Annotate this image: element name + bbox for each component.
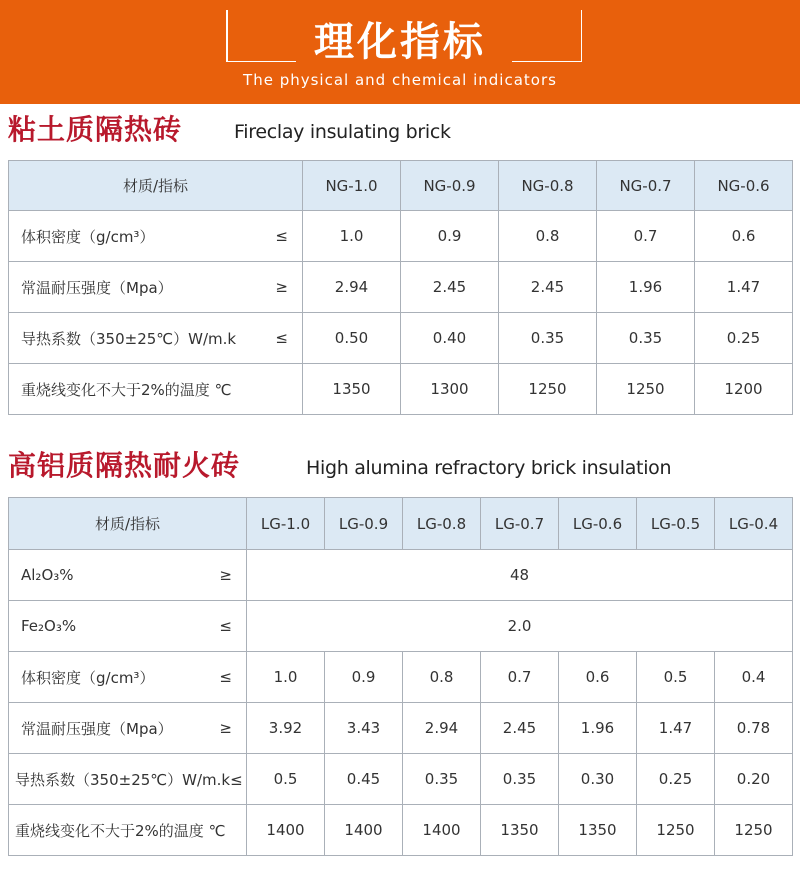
cell-value: 0.35	[597, 313, 695, 364]
row-operator: ≤	[219, 668, 232, 686]
cell-value: 2.45	[481, 703, 559, 754]
cell-value: 1400	[325, 805, 403, 856]
table-header-row	[9, 161, 793, 211]
cell-value: 0.35	[499, 313, 597, 364]
table-row	[9, 805, 793, 856]
cell-value: 0.20	[715, 754, 793, 805]
table-row	[9, 601, 793, 652]
banner-subtitle: The physical and chemical indicators	[243, 71, 557, 89]
cell-value: 1.96	[597, 262, 695, 313]
cell-value: 1.47	[637, 703, 715, 754]
cell-value: 1.96	[559, 703, 637, 754]
row-label-text: Al₂O₃%	[21, 566, 74, 584]
section2-title-en: High alumina refractory brick insulation	[306, 457, 672, 479]
section2-title-cn: 高铝质隔热耐火砖	[8, 449, 241, 482]
grade-header: LG-0.7	[481, 498, 559, 550]
row-label	[9, 703, 247, 754]
merged-cell-value: 48	[247, 550, 793, 601]
row-label-text: 常温耐压强度（Mpa）	[21, 278, 173, 297]
row-label-text: 重烧线变化不大于2%的温度 ℃	[21, 380, 232, 399]
cell-value: 0.6	[695, 211, 793, 262]
cell-value: 1350	[481, 805, 559, 856]
cell-value: 0.6	[559, 652, 637, 703]
header-banner	[0, 0, 800, 104]
row-operator: ≥	[219, 719, 232, 737]
cell-value: 3.43	[325, 703, 403, 754]
grade-header: LG-0.6	[559, 498, 637, 550]
row-label	[9, 652, 247, 703]
row-label-text: 体积密度（g/cm³）	[21, 668, 155, 687]
cell-value: 1350	[303, 364, 401, 415]
cell-value: 1300	[401, 364, 499, 415]
grade-header: NG-0.9	[401, 161, 499, 211]
grade-header: NG-0.6	[695, 161, 793, 211]
row-label	[9, 262, 303, 313]
row-label	[9, 313, 303, 364]
header-label: 材质/指标	[9, 161, 303, 211]
grade-header: NG-0.7	[597, 161, 695, 211]
merged-cell-value: 2.0	[247, 601, 793, 652]
cell-value: 1250	[597, 364, 695, 415]
table-row	[9, 364, 793, 415]
row-label-text: 导热系数（350±25℃）W/m.k≤	[15, 770, 243, 789]
section1-title-cn: 粘土质隔热砖	[8, 113, 183, 146]
cell-value: 1200	[695, 364, 793, 415]
cell-value: 0.45	[325, 754, 403, 805]
section1-title-en: Fireclay insulating brick	[234, 121, 451, 143]
cell-value: 0.5	[637, 652, 715, 703]
cell-value: 0.5	[247, 754, 325, 805]
table-header-row	[9, 498, 793, 550]
cell-value: 3.92	[247, 703, 325, 754]
grade-header: NG-0.8	[499, 161, 597, 211]
table-row	[9, 550, 793, 601]
row-operator: ≤	[219, 617, 232, 635]
row-label-text: 导热系数（350±25℃）W/m.k	[21, 329, 237, 348]
row-label-text: Fe₂O₃%	[21, 617, 77, 635]
row-operator: ≤	[275, 329, 288, 347]
cell-value: 0.9	[401, 211, 499, 262]
cell-value: 0.8	[403, 652, 481, 703]
cell-value: 0.7	[481, 652, 559, 703]
table-row	[9, 262, 793, 313]
cell-value: 0.30	[559, 754, 637, 805]
cell-value: 0.4	[715, 652, 793, 703]
cell-value: 2.94	[403, 703, 481, 754]
cell-value: 2.45	[401, 262, 499, 313]
cell-value: 0.35	[403, 754, 481, 805]
cell-value: 0.8	[499, 211, 597, 262]
cell-value: 0.9	[325, 652, 403, 703]
table-row	[9, 652, 793, 703]
row-label-text: 体积密度（g/cm³）	[21, 227, 155, 246]
row-label-text: 重烧线变化不大于2%的温度 ℃	[15, 821, 226, 840]
cell-value: 1.0	[303, 211, 401, 262]
cell-value: 1.47	[695, 262, 793, 313]
cell-value: 2.94	[303, 262, 401, 313]
cell-value: 1400	[403, 805, 481, 856]
grade-header: LG-0.5	[637, 498, 715, 550]
header-label: 材质/指标	[9, 498, 247, 550]
row-label	[9, 364, 303, 415]
cell-value: 1250	[715, 805, 793, 856]
grade-header: LG-0.9	[325, 498, 403, 550]
table-row	[9, 211, 793, 262]
row-operator: ≤	[275, 227, 288, 245]
row-label	[9, 754, 247, 805]
banner-title: 理化指标	[314, 19, 486, 65]
row-operator: ≥	[219, 566, 232, 584]
cell-value: 1400	[247, 805, 325, 856]
grade-header: LG-1.0	[247, 498, 325, 550]
high-alumina-spec-table	[8, 497, 793, 856]
cell-value: 0.50	[303, 313, 401, 364]
cell-value: 0.40	[401, 313, 499, 364]
table-row	[9, 313, 793, 364]
cell-value: 1350	[559, 805, 637, 856]
grade-header: LG-0.8	[403, 498, 481, 550]
cell-value: 0.25	[637, 754, 715, 805]
row-label	[9, 211, 303, 262]
cell-value: 1.0	[247, 652, 325, 703]
cell-value: 0.78	[715, 703, 793, 754]
cell-value: 0.7	[597, 211, 695, 262]
cell-value: 1250	[637, 805, 715, 856]
cell-value: 1250	[499, 364, 597, 415]
cell-value: 0.35	[481, 754, 559, 805]
grade-header: LG-0.4	[715, 498, 793, 550]
row-operator: ≥	[275, 278, 288, 296]
row-label	[9, 601, 247, 652]
grade-header: NG-1.0	[303, 161, 401, 211]
table-row	[9, 703, 793, 754]
fireclay-spec-table	[8, 160, 793, 415]
cell-value: 0.25	[695, 313, 793, 364]
row-label-text: 常温耐压强度（Mpa）	[21, 719, 173, 738]
row-label	[9, 805, 247, 856]
cell-value: 2.45	[499, 262, 597, 313]
table-row	[9, 754, 793, 805]
row-label	[9, 550, 247, 601]
